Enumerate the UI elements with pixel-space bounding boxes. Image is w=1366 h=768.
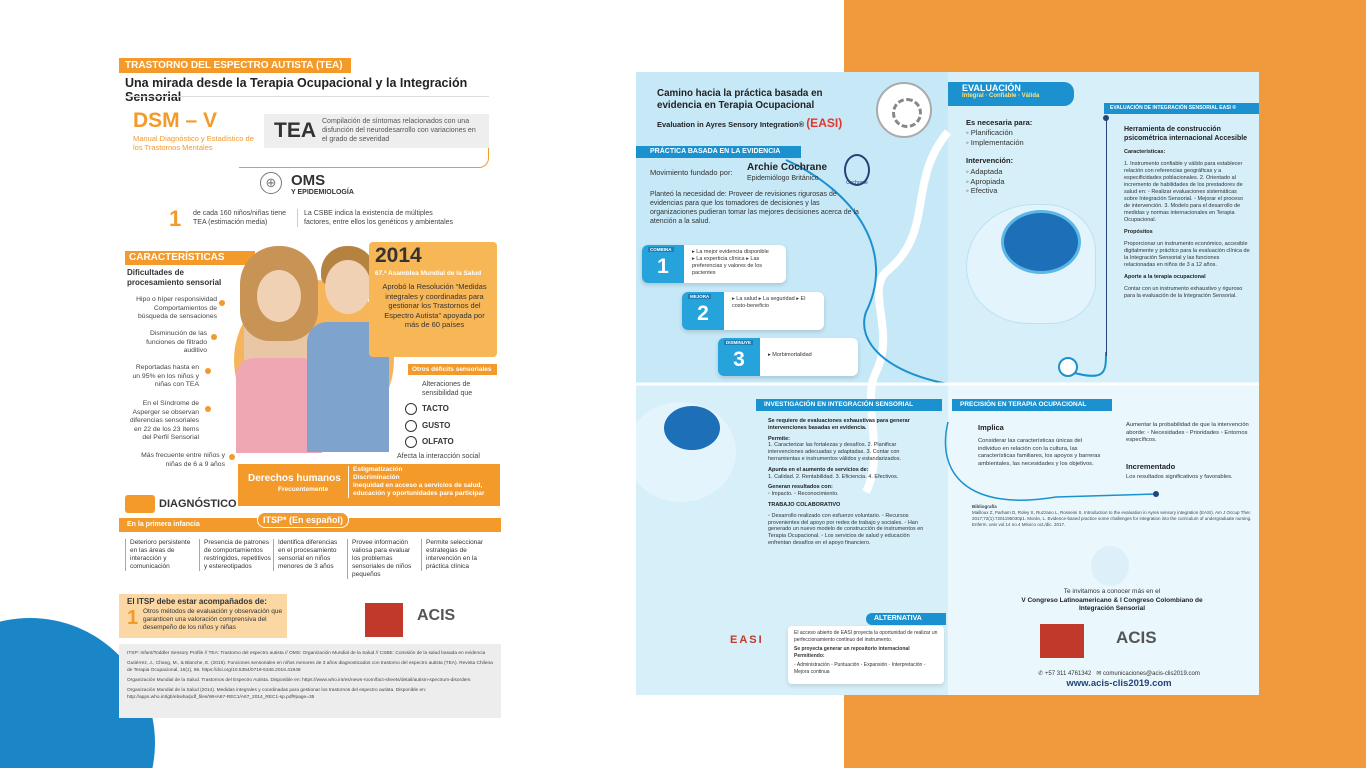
human-rights-title: Derechos humanos (248, 473, 341, 484)
dsm-title: DSM – V (133, 109, 218, 132)
card-text: ▸ La salud ▸ La seguridad ▸ El costo-beneficio (732, 296, 806, 309)
reference-item: Organización Mundial de la Salud. Trastornos del Espectro Autista. Disponible en: https://www.who.int/es/news-room/fact-sheets/detail/autism-spectrum-disorders (127, 678, 471, 683)
dsm-subtitle: Manual Diagnóstico y Estadístico de los Trastornos Mentales (133, 134, 254, 152)
permite-label: Permite: (768, 435, 791, 442)
feature-item: Reportadas hasta en un 95% en los niños y niñas con TEA (132, 364, 199, 388)
sense-gusto: GUSTO (422, 421, 451, 430)
itsp-box-number: 1 (127, 607, 139, 629)
diagnosis-item: Deterioro persistente en las áreas de interacción y comunicación (125, 539, 197, 571)
research-intro: Se requiere de evaluaciones exhaustivas para generar intervenciones basadas en evidencia. (768, 418, 910, 431)
reference-item: Organización Mundial de la Salud (2014). Medidas integrales y coordinadas para gestionar los trastornos del espectro autista. Disponible en: http://apps.who.int/gb/ebwha/pdf_files/WHA67-REC1/A67_2014_REC1-sp.pdf#page=35 (127, 688, 427, 700)
easi-poster (636, 72, 1259, 695)
bullet-dot (211, 334, 217, 340)
evidence-practice-tag: PRÁCTICA BASADA EN LA EVIDENCIA (636, 146, 801, 158)
implica-text: Considerar las características únicas del individuo en relación con la cultura, las características familiares, los apoyos y barreras ambientales, las necesidades y los objetivos. (978, 438, 1101, 467)
aumentar-text: Aumentar la probabilidad de que la intervención aborde: ◦ Necesidades ◦ Prioridades ◦ Entornos específicos. (1126, 422, 1249, 443)
oms-subtitle: Y EPIDEMIOLOGÍA (291, 189, 354, 196)
permite-list: 1. Caracterizar las fortalezas y desafíos. 2. Planificar intervenciones adecuadas y adaptadas. 3. Contar con herramientas e instrumentos válidos y estandarizados. (768, 442, 901, 462)
book-icon (125, 495, 155, 513)
reference-item: Gutiérrez, J., Chang, M., & Blanche, E. (2016). Funciones sensoriales en niños menores de 3 años diagnosticados con trastorno del espectro autista (TEA). Revista Chilena de Terapia Ocupacional, 16(1), 86. https://doi.org/10.5354/0719-5346.2016.41948 (127, 661, 493, 673)
diagnosis-columns (125, 539, 495, 591)
alternative-list: ◦ Administración ◦ Puntuación ◦ Expansión ◦ Interpretación ◦ Mejora continua (794, 662, 926, 675)
list-item: Discriminación (353, 474, 400, 481)
website-link[interactable]: www.acis-clis2019.com (1066, 678, 1172, 689)
evaluation-subtitle: Integral · Confiable · Válida (962, 93, 1040, 99)
disminuye-card (718, 338, 858, 376)
movement-label: Movimiento fundado por: (650, 168, 733, 177)
generan-list: ◦ Impacto. ◦ Reconocimiento. (768, 491, 839, 498)
poster-title: Camino hacia la práctica basada en evidencia en Terapia Ocupacional (657, 88, 823, 111)
head-icon (1091, 546, 1129, 586)
easi-logo: EASI (730, 634, 764, 646)
other-deficits-tag: Otros déficits sensoriales (408, 364, 497, 375)
itsp-label: ITSP* (En español) (257, 512, 349, 528)
contribution-text: Contar con un instrumento exhaustivo y riguroso para la evaluación de la Integración Sensorial. (1124, 286, 1243, 299)
research-tag: INVESTIGACIÓN EN INTEGRACIÓN SENSORIAL (756, 399, 942, 411)
invitation-text: Te invitamos a conocer más en el (1063, 588, 1161, 595)
bibliography-text: Mailloux Z, Parham D, Roley S, Ruzzano L, Rosseini S. Introduction to the evaluation in Ayres sensory integration (EASI). Am J Occup Ther. 2017;72(1):7201195030p1. Morán, L. Evidence-based practice some challenges for integration into the curriculum of undergraduate nursing. Enferm. univ vol.14 no.4 México oct./dic. 2017. (972, 510, 1252, 527)
mejora-card (682, 292, 824, 330)
diagnosis-item: Presencia de patrones de comportamientos restringidos, repetitivos y estereotipados (199, 539, 271, 571)
itsp-box-title: El ITSP debe estar acompañados de: (127, 597, 267, 606)
poster-subtitle: Una mirada desde la Terapia Ocupacional y la Integración Sensorial (125, 76, 468, 104)
brain-icon-2 (664, 406, 720, 450)
assembly-label: 67.ª Asamblea Mundial de la Salud (375, 270, 482, 277)
card-label: MEJORA (690, 294, 710, 299)
references-box (119, 644, 501, 718)
generan-label: Generan resultados con: (768, 484, 833, 491)
poster-tag: TRASTORNO DEL ESPECTRO AUTISTA (TEA) (119, 58, 351, 73)
contact-line (986, 670, 1252, 677)
person-count-icon: 1 (169, 206, 182, 231)
incrementado-title: Incrementado (1126, 462, 1176, 471)
apunta-label: Apunta en el aumento de servicios de: (768, 466, 869, 473)
reference-item: ITSP: Infant/Toddler Sensory Profile // TEA: Trastorno del espectro autista // OMS: Organización Mundial de la Salud // CSBE: Comisión de la salud basada en evidencia (127, 651, 486, 656)
mouth-icon (405, 420, 417, 432)
card-text: ▸ La mejor evidencia disponible ▸ La experticia clínica ▸ Las preferencias y valores de los pacientes (692, 249, 769, 276)
incrementado-text: Los resultados significativos y favorables. (1126, 474, 1233, 480)
resolution-box (369, 242, 497, 357)
planteo-text: Planteó la necesidad de: Proveer de revisiones rigurosas de evidencias para que los tomadores de decisiones y las organizaciones pudieran tomar las mejores decisiones acerca de la atención a la salud. (650, 191, 859, 225)
acis-logo: ACIS (417, 607, 456, 624)
poster-subtitle: Evaluation in Ayres Sensory Integration® (EASI) (657, 116, 843, 130)
evaluation-title: EVALUACIÓN (962, 83, 1021, 93)
intervention-list: ◦ Adaptada ◦ Apropiada ◦ Efectiva (966, 167, 1005, 195)
feature-item: Disminución de las funciones de filtrado auditivo (146, 330, 207, 354)
phone-number: +57 311 4761342 (1044, 671, 1092, 677)
resolution-text: Aprobó la Resolución “Medidas integrales y coordinadas para gestionar los Trastornos del Espectro Autista” apoyada por más de 60 países (382, 282, 487, 329)
necessary-list: ◦ Planificación ◦ Implementación (966, 128, 1024, 147)
sense-olfato: OLFATO (422, 437, 454, 446)
itsp-bar (119, 515, 501, 532)
apunta-list: 1. Calidad. 2. Rentabilidad. 3. Eficiencia. 4. Efectivos. (768, 473, 899, 480)
feature-item: Más frecuente entre niños y niñas de 6 a 9 años (141, 452, 225, 468)
archie-name: Archie Cochrane (747, 162, 828, 173)
purposes-text: Proporcionar un instrumento económico, accesible digitalmente y práctico para la evaluación clínica de la Integración Sensorial y las funciones relacionadas en niños de 3 a 12 años. (1124, 241, 1250, 268)
email-address: comunicaciones@acis-clis2019.com (1103, 671, 1200, 677)
bibliography (972, 504, 1257, 528)
year-label: 2014 (375, 244, 422, 267)
implica-title: Implica (978, 423, 1004, 432)
gear-head-icon (876, 82, 932, 138)
combina-card (642, 245, 786, 283)
prevalence-stat: de cada 160 niños/niñas tiene TEA (estimación media) (193, 210, 287, 226)
nose-icon (405, 436, 417, 448)
tea-description: Compilación de síntomas relacionados con una disfunción del neurodesarrollo con variaciones en el grado de severidad (322, 118, 476, 143)
human-rights-box (238, 464, 500, 506)
vertical-divider (1106, 118, 1107, 356)
congress-logo (365, 603, 403, 637)
card-number: 1 (642, 245, 684, 283)
alternative-tag: ALTERNATIVA (866, 613, 946, 625)
characteristics-tag: CARACTERÍSTICAS (125, 251, 255, 265)
card-number: 2 (682, 292, 724, 330)
tea-definition-box (264, 114, 489, 148)
connector-line (239, 148, 489, 168)
list-item: Estigmatización (353, 466, 403, 473)
feature-item: En el Síndrome de Asperger se observan diferencias sensoriales en 22 de los 23 ítems del Perfil Sensorial (129, 400, 199, 441)
hand-icon (405, 403, 417, 415)
evaluation-tag (948, 82, 1074, 106)
trabajo-label: TRABAJO COLABORATIVO (768, 501, 841, 508)
easi-column (1124, 126, 1250, 305)
bullet-dot (205, 406, 211, 412)
divider (125, 96, 489, 97)
cochrane-logo: Cochrane (844, 154, 870, 186)
diagnosis-item: Permite seleccionar estrategias de intervención en la práctica clínica (421, 539, 493, 571)
characteristics-list: 1. Instrumento confiable y válido para establecer relación con referencias geográficas y a especificidades poblacionales. 2. Orientado al incremento de habilidades de los prestadores de salud en: ◦ Realizar evaluaciones sistemáticas sobre Integración Sensorial. ◦ Mejorar el proceso de intervención. 3. Modelo para el desarrollo de medidas y normas internacionales en Terapia Ocupacional. (1124, 161, 1244, 223)
diagnosis-title: DIAGNÓSTICO (159, 498, 237, 510)
girl-photo (244, 250, 314, 450)
human-rights-sub: Frecuentemente (278, 486, 329, 493)
globe-icon: ⊕ (260, 172, 282, 194)
congress-name: V Congreso Latinoamericano & I Congreso Colombiano de Integración Sensorial (1021, 596, 1203, 612)
purposes-label: Propósitos (1124, 229, 1153, 235)
characteristics-subtitle: Dificultades de procesamiento sensorial (127, 268, 222, 287)
trabajo-list: ◦ Desarrollo realizado con esfuerzo voluntario. ◦ Recursos provenientes del apoyo por redes de trabajo y sociales. ◦ Han generado un nuevo modelo de construcción de instrumentos en Terapia Ocupacional. ◦ Los servicios de salud y educación enfrentan desafíos en el apoyo financiero. (768, 512, 924, 546)
other-deficits-text: Alteraciones de sensibilidad que (422, 381, 473, 397)
infancy-label: En la primera infancia (127, 521, 200, 528)
alternative-box (788, 626, 944, 684)
card-number: 3 (718, 338, 760, 376)
card-text: ▸ Morbimortalidad (768, 352, 812, 358)
archie-role: Epidemiólogo Británico (747, 175, 819, 182)
bullet-dot (229, 454, 235, 460)
alternative-bold: Se proyecta generar un repositorio internacional Permitiendo: (794, 646, 910, 659)
contribution-label: Aporte a la terapia ocupacional (1124, 274, 1206, 280)
list-item: Inequidad en acceso a servicios de salud, educación y oportunidades para participar (353, 482, 485, 497)
feature-item: Hipo o híper responsividad Comportamientos de búsqueda de sensaciones (136, 296, 217, 320)
tea-poster (119, 54, 501, 718)
itsp-accompaniment-box (119, 594, 287, 638)
social-note: Afecta la interacción social (397, 453, 480, 460)
precision-tag: PRECISIÓN EN TERAPIA OCUPACIONAL (952, 399, 1112, 411)
phone-icon: ✆ (1038, 671, 1044, 677)
card-label: DISMINUYE (726, 340, 752, 345)
brain-icon (1001, 210, 1081, 274)
acis-logo: ACIS (1116, 628, 1157, 647)
bullet-dot (205, 368, 211, 374)
human-rights-list (348, 466, 498, 498)
congress-logo (1040, 624, 1084, 658)
tea-label: TEA (274, 119, 316, 142)
easi-tag: EVALUACIÓN DE INTEGRACIÓN SENSORIAL EASI ® (1104, 103, 1259, 114)
diagnosis-item: Identifica diferencias en el procesamiento sensorial en niños menores de 3 años (273, 539, 345, 571)
alternative-text: El acceso abierto de EASI proyecta la oportunidad de realizar un perfeccionamiento continuo del instrumento. (794, 630, 938, 643)
itsp-box-text: Otros métodos de evaluación y observación que garanticen una valoración comprensiva del desempeño de los niños y niñas (143, 608, 283, 631)
diagnosis-item: Provee información valiosa para evaluar los problemas sensoriales de niños pequeños (347, 539, 419, 579)
oms-title: OMS (291, 172, 326, 189)
bullet-dot (219, 300, 225, 306)
stethoscope-icon (1058, 357, 1078, 377)
characteristics-label: Características: (1124, 149, 1166, 155)
sense-tacto: TACTO (422, 404, 449, 413)
csbe-note: La CSBE indica la existencia de múltiples factores, entre ellos los genéticos y ambientales (297, 209, 457, 227)
card-label: COMBINA (650, 247, 672, 252)
invitation (1012, 588, 1212, 614)
easi-heading: Herramienta de construcción psicométrica internacional Accesible (1124, 126, 1248, 142)
intervention-title: Intervención: (966, 156, 1014, 165)
bibliography-title: Bibliografía (972, 504, 997, 509)
necessary-title: Es necesaria para: (966, 118, 1033, 127)
mail-icon: ✉ (1096, 671, 1102, 677)
research-column (768, 418, 933, 551)
